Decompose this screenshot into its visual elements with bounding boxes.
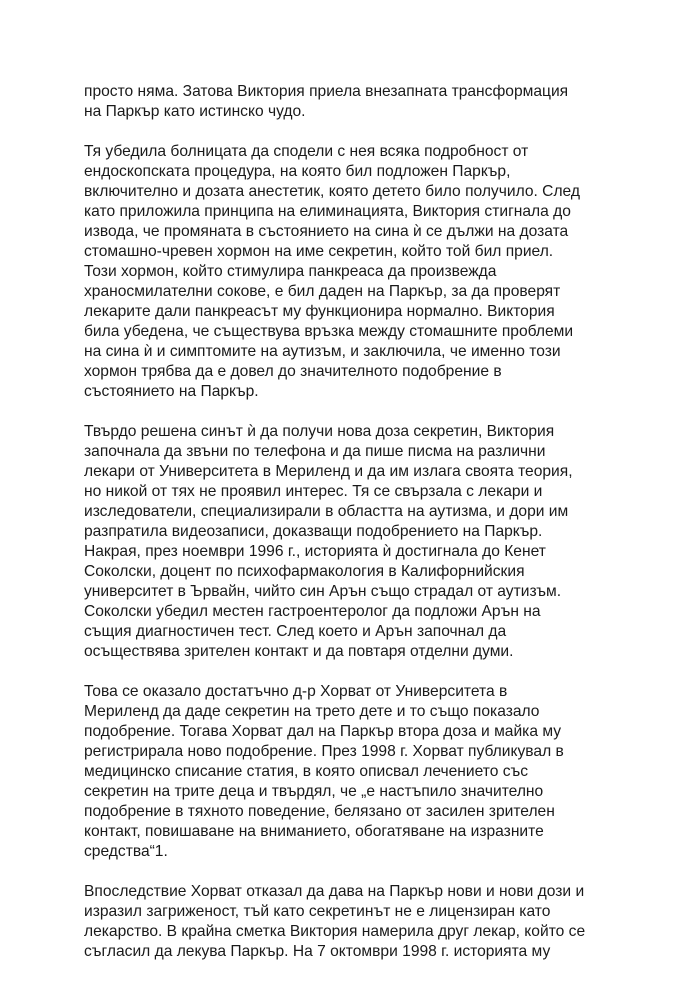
text-line: осъществява зрителен контакт и да повтаря отделни думи. [84, 643, 514, 660]
text-line: същия диагностичен тест. След което и Арън започнал да [84, 623, 507, 640]
text-line: хормон трябва да е довел до значителното подобрение в [84, 363, 502, 380]
text-line: Твърдо решена синът ѝ да получи нова доза секретин, Виктория [84, 423, 555, 440]
paragraph-4 [84, 682, 624, 862]
paragraph-5 [84, 882, 624, 962]
text-line: Соколски убедил местен гастроентеролог да подложи Арън на [84, 603, 541, 620]
paragraph-3 [84, 422, 624, 662]
text-line: Накрая, през ноември 1996 г., историята ѝ достигнала до Кенет [84, 543, 546, 560]
text-line: храносмилателни сокове, е бил даден на Паркър, за да проверят [84, 283, 561, 300]
text-line: съгласил да лекува Паркър. На 7 октомври 1998 г. историята му [84, 943, 551, 960]
text-line: изразил загриженост, тъй като секретинът не е лицензиран като [84, 903, 551, 920]
text-line: контакт, повишаване на вниманието, обогатяване на изразните [84, 823, 544, 840]
text-line: Впоследствие Хорват отказал да дава на Паркър нови и нови дози и [84, 883, 585, 900]
paragraph-2 [84, 142, 624, 402]
text-line: извода, че промяната в състоянието на сина ѝ се дължи на дозата [84, 223, 569, 240]
text-line: разпратила видеозаписи, доказващи подобрението на Паркър. [84, 523, 543, 540]
text-line: регистрирала ново подобрение. През 1998 г. Хорват публикувал в [84, 743, 564, 760]
text-line: средства“1. [84, 843, 168, 860]
text-line: медицинско списание статия, в която описвал лечението със [84, 763, 529, 780]
text-line: Тя убедила болницата да сподели с нея всяка подробност от [84, 143, 529, 160]
text-line: състоянието на Паркър. [84, 383, 259, 400]
text-line: Този хормон, който стимулира панкреаса да произвежда [84, 263, 497, 280]
text-line: изследователи, специализирали в областта на аутизма, и дори им [84, 503, 569, 520]
text-line: като приложила принципа на елиминацията, Виктория стигнала до [84, 203, 571, 220]
text-line: лекари от Университета в Мериленд и да им излага своята теория, [84, 463, 573, 480]
text-line: Това се оказало достатъчно д-р Хорват от Университета в [84, 683, 508, 700]
text-line: включително и дозата анестетик, която детето било получило. След [84, 183, 580, 200]
text-line: започнала да звъни по телефона и да пише писма на различни [84, 443, 546, 460]
text-line: университет в Ървайн, чийто син Арън също страдал от аутизъм. [84, 583, 562, 600]
text-line: стомашно-чревен хормон на име секретин, който той бил приел. [84, 243, 554, 260]
text-line: Соколски, доцент по психофармакология в Калифорнийския [84, 563, 525, 580]
text-line: подобрение. Тогава Хорват дал на Паркър втора доза и майка му [84, 723, 562, 740]
text-line: ендоскопската процедура, на която бил подложен Паркър, [84, 163, 511, 180]
text-line: лекарите дали панкреасът му функционира нормално. Виктория [84, 303, 555, 320]
text-line: секретин на трите деца и твърдял, че „е настъпило значително [84, 783, 544, 800]
text-line: просто няма. Затова Виктория приела внезапната трансформация [84, 83, 569, 100]
paragraph-1 [84, 82, 624, 122]
text-line: на Паркър като истинско чудо. [84, 103, 306, 120]
text-line: подобрение в тяхното поведение, белязано от засилен зрителен [84, 803, 555, 820]
text-line: била убедена, че съществува връзка между стомашните проблеми [84, 323, 574, 340]
text-line: но никой от тях не проявил интерес. Тя се свързала с лекари и [84, 483, 543, 500]
text-line: лекарство. В крайна сметка Виктория намерила друг лекар, който се [84, 923, 586, 940]
text-line: на сина ѝ и симптомите на аутизъм, и заключила, че именно този [84, 343, 561, 360]
body-text [84, 82, 624, 982]
text-line: Мериленд да даде секретин на трето дете и то също показало [84, 703, 540, 720]
